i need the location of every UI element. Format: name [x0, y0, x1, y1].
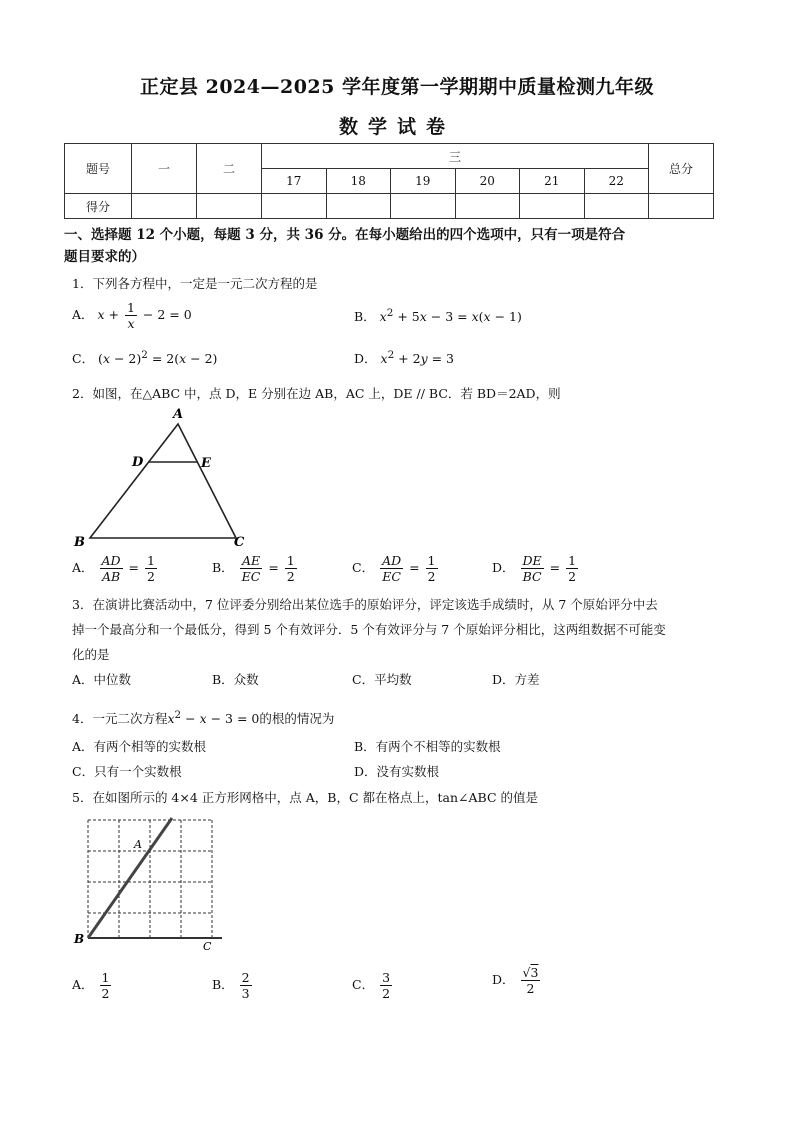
score-cell-total: 总分 [649, 144, 714, 194]
q1-option-a[interactable]: A． x + $\frac{1}{x}$ − 2 = 0 [72, 300, 192, 331]
label-d: D [132, 455, 144, 470]
score-cell-q22: 22 [584, 169, 649, 194]
exam-title: 正定县 2024—2025 学年度第一学期期中质量检测九年级 [140, 76, 654, 98]
score-cell-q21: 21 [520, 169, 585, 194]
label-c: C [203, 940, 212, 952]
label-a: A [134, 838, 142, 851]
q5-option-c[interactable]: C． $\frac{3}{2}$ [352, 970, 391, 1001]
q4-option-c[interactable]: C．只有一个实数根 [72, 764, 182, 779]
q4-option-d[interactable]: D．没有实数根 [354, 764, 440, 779]
q5-stem: 5．在如图所示的 4×4 正方形网格中，点 A，B，C 都在格点上，tan∠ABC 的值是 [72, 790, 538, 805]
label-b: B [74, 932, 85, 946]
score-blank[interactable] [326, 194, 391, 219]
q5-option-d[interactable]: D． $\frac{√3}{2}$ [492, 965, 539, 996]
grid-lines [88, 820, 212, 938]
q2-triangle-figure [72, 404, 262, 552]
score-blank[interactable] [649, 194, 714, 219]
q5-option-b[interactable]: B． $\frac{2}{3}$ [212, 970, 250, 1001]
q2-option-c[interactable]: C． $\frac{AD}{EC}$ = $\frac{1}{2}$ [352, 553, 436, 584]
q2-option-b[interactable]: B． $\frac{AE}{EC}$ = $\frac{1}{2}$ [212, 553, 295, 584]
score-cell-label: 题号 [65, 144, 132, 194]
q5-option-a[interactable]: A． $\frac{1}{2}$ [72, 970, 110, 1001]
q2-option-a[interactable]: A． $\frac{AD}{AB}$ = $\frac{1}{2}$ [72, 553, 155, 584]
score-cell-part2: 二 [197, 144, 262, 194]
section-heading: 一、选择题 12 个小题，每题 3 分，共 36 分。在每小题给出的四个选项中，只有一项是符合 [64, 227, 626, 243]
q3-option-b[interactable]: B．众数 [212, 672, 259, 687]
label-a: A [173, 407, 184, 422]
q3-option-c[interactable]: C．平均数 [352, 672, 412, 687]
score-cell-q17: 17 [262, 169, 327, 194]
score-blank[interactable] [584, 194, 649, 219]
score-blank[interactable] [391, 194, 456, 219]
exam-subtitle: 数学试卷 [338, 116, 455, 138]
score-blank[interactable] [262, 194, 327, 219]
score-blank[interactable] [132, 194, 197, 219]
score-blank[interactable] [455, 194, 520, 219]
score-cell-q19: 19 [391, 169, 456, 194]
triangle-abc [90, 424, 236, 538]
q3-stem-line2: 掉一个最高分和一个最低分，得到 5 个有效评分．5 个有效评分与 7 个原始评分相比，这两组数据不可能变 [72, 622, 666, 637]
score-cell-part3: 三 [262, 144, 649, 169]
q1-stem: 1．下列各方程中，一定是一元二次方程的是 [72, 276, 318, 291]
label-b: B [74, 535, 85, 550]
section-heading-cont: 题目要求的） [64, 249, 145, 265]
q3-option-a[interactable]: A．中位数 [72, 672, 132, 687]
q4-option-a[interactable]: A．有两个相等的实数根 [72, 739, 207, 754]
q2-option-d[interactable]: D． $\frac{DE}{BC}$ = $\frac{1}{2}$ [492, 553, 577, 584]
score-row-label: 得分 [65, 194, 132, 219]
q3-option-d[interactable]: D．方差 [492, 672, 540, 687]
score-blank[interactable] [520, 194, 585, 219]
q5-grid-figure [72, 812, 232, 952]
score-cell-q18: 18 [326, 169, 391, 194]
q1-option-d[interactable]: D． $x^2 + 2y = 3$ [354, 349, 455, 367]
score-blank[interactable] [197, 194, 262, 219]
q2-stem: 2．如图，在△ABC 中，点 D，E 分别在边 AB，AC 上，DE // BC．若 BD＝2AD，则 [72, 386, 561, 401]
score-cell-q20: 20 [455, 169, 520, 194]
q1-option-c[interactable]: C． $(x - 2)^2 = 2(x - 2)$ [72, 349, 218, 367]
q3-stem-line3: 化的是 [72, 647, 110, 662]
score-table [64, 143, 714, 219]
q3-stem-line1: 3．在演讲比赛活动中，7 位评委分别给出某位选手的原始评分，评定该选手成绩时，从 7 个原始评分中去 [72, 597, 658, 612]
score-cell-part1: 一 [132, 144, 197, 194]
q4-option-b[interactable]: B．有两个不相等的实数根 [354, 739, 501, 754]
label-c: C [234, 535, 245, 550]
label-e: E [201, 456, 211, 471]
q4-stem: 4．一元二次方程$x^2 - x - 3 = 0$的根的情况为 [72, 709, 335, 727]
ray-ba [88, 818, 172, 938]
q1-option-b[interactable]: B． $x^2 + 5x - 3 = x(x - 1)$ [354, 307, 522, 325]
